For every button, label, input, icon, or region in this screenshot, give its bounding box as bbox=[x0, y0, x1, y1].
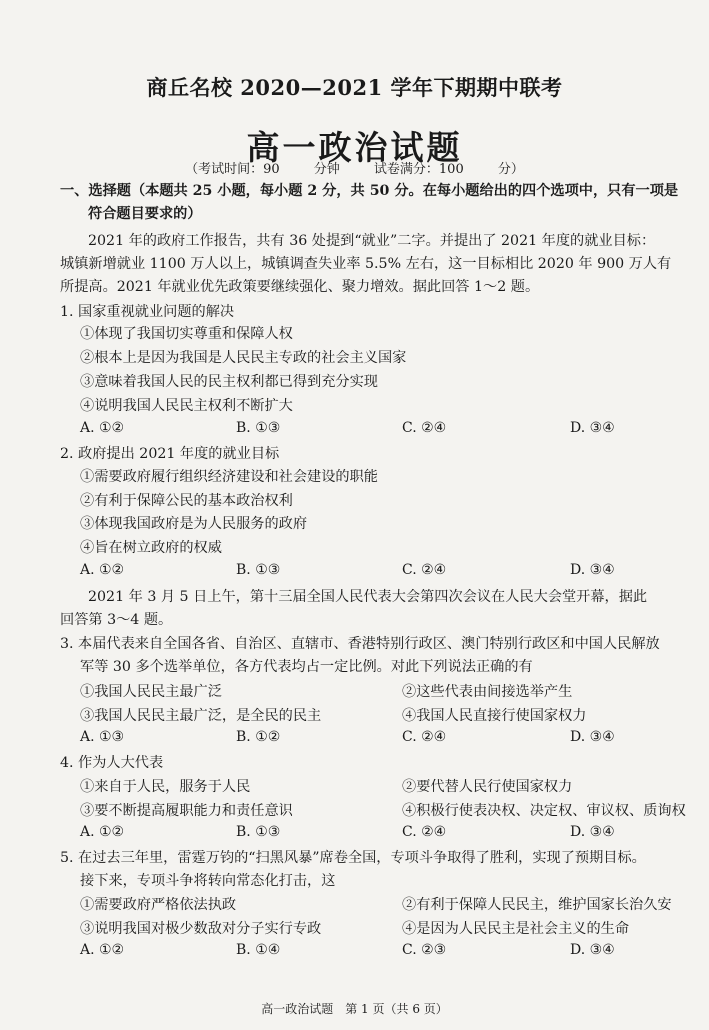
question-item: ①来自于人民，服务于人民 bbox=[80, 779, 251, 795]
question-item: ②有利于保障公民的基本政治权利 bbox=[80, 493, 293, 509]
question-item: ④积极行使表决权、决定权、审议权、质询权 bbox=[402, 803, 686, 819]
question-item: ②要代替人民行使国家权力 bbox=[402, 779, 573, 795]
material-text: 2021 年 3 月 5 日上午，第十三届全国人民代表大会第四次会议在人民大会堂开幕，据此 bbox=[88, 589, 648, 605]
option-c: C. ②④ bbox=[402, 420, 447, 436]
question-stem-cont: 军等 30 多个选举单位，各方代表均占一定比例。对此下列说法正确的有 bbox=[80, 659, 533, 675]
option-d: D. ③④ bbox=[570, 562, 615, 578]
option-d: D. ③④ bbox=[570, 729, 615, 745]
option-b: B. ①③ bbox=[236, 824, 281, 840]
option-b: B. ①③ bbox=[236, 562, 281, 578]
option-d: D. ③④ bbox=[570, 824, 615, 840]
material-text: 2021 年的政府工作报告，共有 36 处提到“就业”二字。并提出了 2021 年度的就业目标： bbox=[88, 233, 656, 249]
option-a: A. ①② bbox=[80, 562, 125, 578]
option-d: D. ③④ bbox=[570, 420, 615, 436]
option-b: B. ①③ bbox=[236, 420, 281, 436]
answer-options bbox=[80, 562, 680, 582]
question-item: ①我国人民民主最广泛 bbox=[80, 684, 222, 700]
question-item: ①需要政府严格依法执政 bbox=[80, 897, 237, 913]
question-stem: 1. 国家重视就业问题的解决 bbox=[60, 304, 235, 320]
answer-options bbox=[80, 420, 680, 440]
option-c: C. ②④ bbox=[402, 824, 447, 840]
question-item-row bbox=[80, 705, 700, 725]
question-stem: 3. 本届代表来自全国各省、自治区、直辖市、香港特别行政区、澳门特别行政区和中国人民解放 bbox=[60, 636, 660, 652]
question-item: ①体现了我国切实尊重和保障人权 bbox=[80, 326, 293, 342]
option-c: C. ②④ bbox=[402, 729, 447, 745]
question-item: ④旨在树立政府的权威 bbox=[80, 540, 222, 556]
exam-title: 高一政治试题 bbox=[246, 128, 463, 167]
question-item-row bbox=[80, 681, 700, 701]
answer-options bbox=[80, 942, 680, 962]
option-a: A. ①③ bbox=[80, 729, 125, 745]
answer-options bbox=[80, 824, 680, 844]
section-heading: 一、选择题（本题共 25 小题，每小题 2 分，共 50 分。在每小题给出的四个选项中，只有一项是 bbox=[60, 183, 679, 199]
question-item: ②根本上是因为我国是人民民主专政的社会主义国家 bbox=[80, 350, 407, 366]
exam-info: （考试时间：90 分钟 试卷满分：100 分） bbox=[185, 162, 524, 177]
question-item: ④说明我国人民民主权利不断扩大 bbox=[80, 398, 293, 414]
material-text: 回答第 3～4 题。 bbox=[60, 612, 173, 628]
question-item-row bbox=[80, 776, 700, 796]
question-item-row bbox=[80, 918, 700, 938]
option-d: D. ③④ bbox=[570, 942, 615, 958]
question-item: ③要不断提高履职能力和责任意识 bbox=[80, 803, 293, 819]
answer-options bbox=[80, 729, 680, 749]
option-b: B. ①④ bbox=[236, 942, 281, 958]
option-a: A. ①② bbox=[80, 824, 125, 840]
question-item: ③意味着我国人民的民主权利都已得到充分实现 bbox=[80, 374, 378, 390]
section-heading-cont: 符合题目要求的） bbox=[88, 206, 202, 222]
question-stem-cont: 接下来，专项斗争将转向常态化打击，这 bbox=[80, 873, 336, 889]
page-footer: 高一政治试题 第 1 页（共 6 页） bbox=[261, 1002, 448, 1016]
question-item-row bbox=[80, 894, 700, 914]
school-title: 商丘名校 2020—2021 学年下期期中联考 bbox=[146, 75, 563, 100]
question-item: ④是因为人民民主是社会主义的生命 bbox=[402, 921, 630, 937]
question-item: ③说明我国对极少数敌对分子实行专政 bbox=[80, 921, 322, 937]
question-item-row bbox=[80, 800, 700, 820]
option-c: C. ②④ bbox=[402, 562, 447, 578]
material-text: 城镇新增就业 1100 万人以上，城镇调查失业率 5.5% 左右，这一目标相比 2020 年 900 万人有 bbox=[60, 256, 672, 272]
question-stem: 2. 政府提出 2021 年度的就业目标 bbox=[60, 446, 280, 462]
option-a: A. ①② bbox=[80, 942, 125, 958]
question-item: ③我国人民民主最广泛，是全民的民主 bbox=[80, 708, 322, 724]
question-item: ③体现我国政府是为人民服务的政府 bbox=[80, 516, 308, 532]
question-item: ②这些代表由间接选举产生 bbox=[402, 684, 573, 700]
question-item: ①需要政府履行组织经济建设和社会建设的职能 bbox=[80, 469, 378, 485]
question-item: ④我国人民直接行使国家权力 bbox=[402, 708, 587, 724]
question-item: ②有利于保障人民民主，维护国家长治久安 bbox=[402, 897, 672, 913]
option-a: A. ①② bbox=[80, 420, 125, 436]
option-c: C. ②③ bbox=[402, 942, 447, 958]
material-text: 所提高。2021 年就业优先政策要继续强化、聚力增效。据此回答 1～2 题。 bbox=[60, 279, 540, 295]
question-stem: 5. 在过去三年里，雷霆万钧的“扫黑风暴”席卷全国，专项斗争取得了胜利，实现了预期目标。 bbox=[60, 850, 646, 866]
option-b: B. ①② bbox=[236, 729, 281, 745]
question-stem: 4. 作为人大代表 bbox=[60, 755, 164, 771]
